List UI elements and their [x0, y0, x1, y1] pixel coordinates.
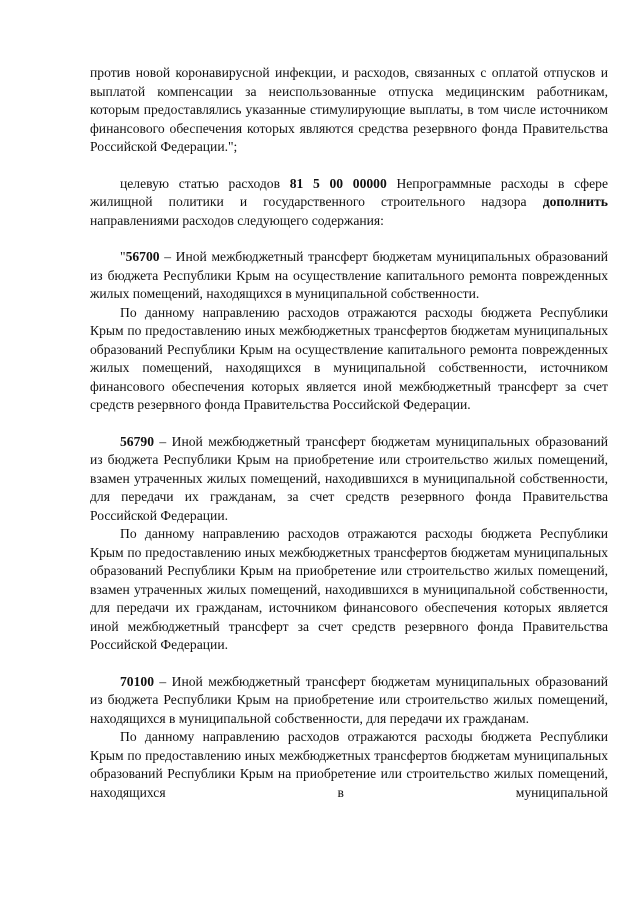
- expense-item-title-text: – Иной межбюджетный трансферт бюджетам муниципальных образований из бюджета Республики Крым на осуществление капитального ремонта поврежденных жилых помещений, находящихся в муниципальной собственности.: [90, 249, 608, 301]
- expense-item-code: 56790: [120, 433, 154, 449]
- expense-item-70100-title: [90, 673, 608, 729]
- target-article-paragraph: [90, 175, 608, 231]
- expense-item-title-text: – Иной межбюджетный трансферт бюджетам муниципальных образований из бюджета Республики Крым на приобретение или строительство жилых помещений, взамен утраченных жилых помещений, находившихся в муниципальной собственности, для передачи их гражданам, за счет средств резервного фонда Правительства Российской Федерации.: [90, 433, 608, 523]
- intro-paragraph: против новой коронавирусной инфекции, и расходов, связанных с оплатой отпусков и выплатой компенсации за неиспользованные отпуска медицинским работникам, которым предоставлялись указанные стимулирующие выплаты, в том числе источником финансового обеспечения которых являются средства резервного фонда Правительства Российской Федерации.";: [90, 65, 608, 154]
- expense-item-70100-description: По данному направлению расходов отражаются расходы бюджета Республики Крым по предоставлению иных межбюджетных трансфертов бюджетам муниципальных образований Республики Крым на приобретение или строительство жилых помещений, находящихся в муниципальной: [90, 729, 608, 800]
- expense-item-56790-description: По данному направлению расходов отражаются расходы бюджета Республики Крым по предоставлению иных межбюджетных трансфертов бюджетам муниципальных образований Республики Крым на приобретение или строительство жилых помещений, взамен утраченных жилых помещений, находившихся в муниципальной собственности, для передачи их гражданам, источником финансового обеспечения которых является иной межбюджетный трансферт за счет средств резервного фонда Правительства Российской Федерации.: [90, 526, 608, 652]
- expense-item-code: 56700: [125, 249, 160, 264]
- document-body: [90, 64, 608, 802]
- target-article-tail: направлениями расходов следующего содержания:: [90, 212, 384, 228]
- expense-item-56700-description: По данному направлению расходов отражаются расходы бюджета Республики Крым по предоставлению иных межбюджетных трансфертов бюджетам муниципальных образований Республики Крым на осуществление капитального ремонта поврежденных жилых помещений, находящихся в муниципальной собственности, источником финансового обеспечения которых является иной межбюджетный трансферт за счет средств резервного фонда Правительства Российской Федерации.: [90, 304, 608, 412]
- target-article-code: 81 5 00 00000: [289, 175, 387, 191]
- expense-item-56700-title: [90, 248, 608, 304]
- expense-item-opening-quote: ": [120, 249, 126, 264]
- target-article-action: дополнить: [542, 194, 608, 209]
- expense-item-56790-title: [90, 433, 608, 526]
- target-article-lead: целевую статью расходов: [120, 175, 290, 191]
- expense-item-title-text: – Иной межбюджетный трансферт бюджетам муниципальных образований из бюджета Республики Крым на приобретение или строительство жилых помещений, находящихся в муниципальной собственности, для передачи их гражданам.: [90, 673, 608, 726]
- target-article-name: Непрограммные расходы в сфере жилищной политики и государственного строительного надзора: [90, 175, 608, 209]
- expense-item-code: 70100: [120, 673, 154, 689]
